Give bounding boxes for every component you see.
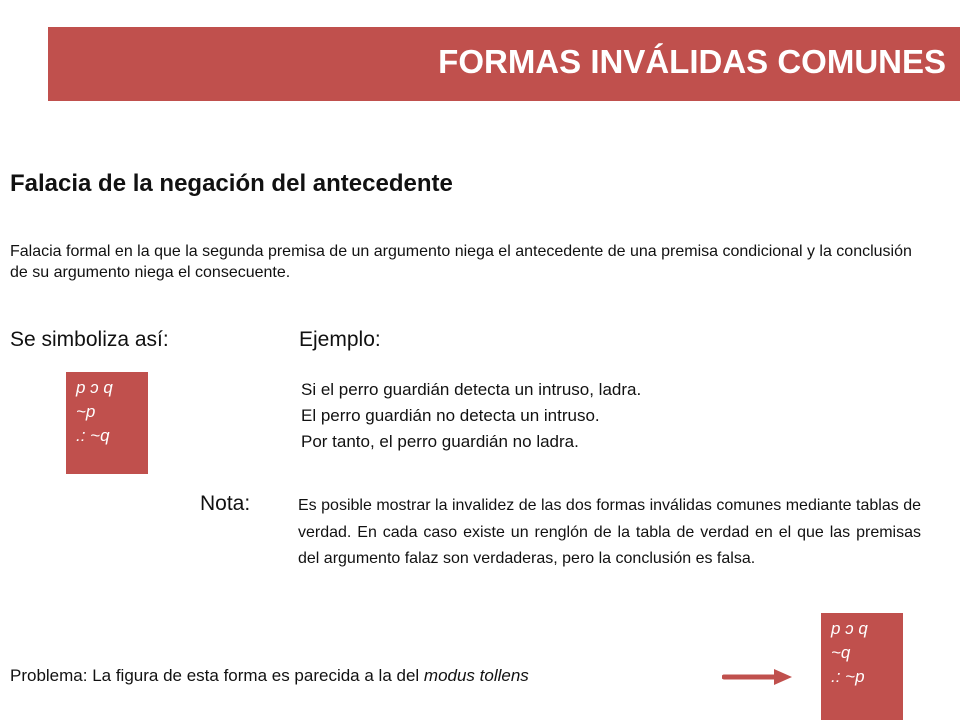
- formula-line: .: ~p: [831, 667, 865, 686]
- problem-emphasis: modus tollens: [423, 666, 529, 685]
- slide-title: FORMAS INVÁLIDAS COMUNES: [438, 43, 946, 80]
- symbolize-label: Se simboliza así:: [10, 328, 169, 351]
- problem-prefix: Problema: La figura de esta forma es parecida a la del: [10, 666, 424, 685]
- example-line: Por tanto, el perro guardián no ladra.: [301, 432, 579, 451]
- formula-line: ~p: [76, 402, 96, 421]
- formula-line: ~q: [831, 643, 851, 662]
- section-heading: Falacia de la negación del antecedente: [10, 170, 453, 197]
- title-banner: [48, 27, 960, 101]
- formula-box: [66, 372, 148, 474]
- note-text: Es posible mostrar la invalidez de las dos formas inválidas comunes mediante tablas de verdad. En cada caso existe un renglón de la tabla de verdad en el que las premisas del argumento falaz son verdaderas, pero la conclusión es falsa.: [298, 497, 921, 567]
- formula-line: p ɔ q: [831, 619, 868, 638]
- example-lines: [301, 377, 641, 455]
- formula-line: p ɔ q: [76, 378, 113, 397]
- note-label: Nota:: [200, 492, 251, 515]
- problem-text: [10, 666, 529, 686]
- formula-line: .: ~q: [76, 426, 110, 445]
- example-label: Ejemplo:: [299, 328, 381, 351]
- definition-text: Falacia formal en la que la segunda premisa de un argumento niega el antecedente de una premisa condicional y la conclusión de su argumento niega el consecuente.: [10, 243, 912, 281]
- example-line: Si el perro guardián detecta un intruso, ladra.: [301, 380, 642, 399]
- example-line: El perro guardián no detecta un intruso.: [301, 406, 600, 425]
- modus-tollens-box: [821, 613, 903, 720]
- arrow-right-icon: [722, 667, 794, 687]
